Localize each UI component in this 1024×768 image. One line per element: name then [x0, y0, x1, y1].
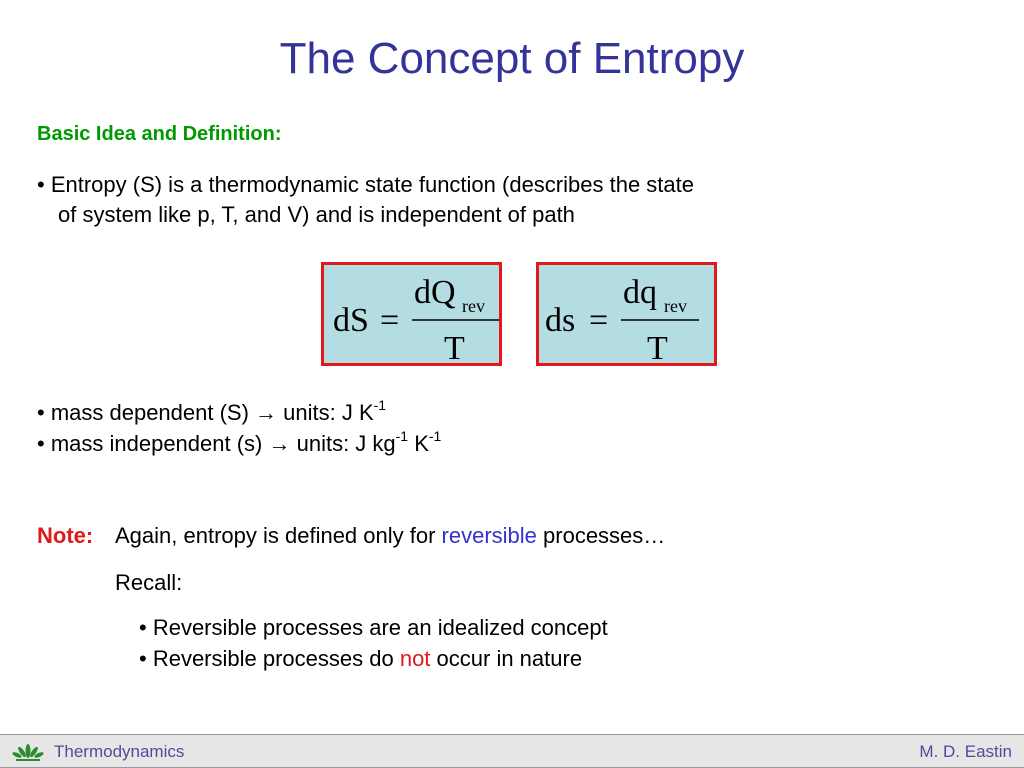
leaf-logo-icon — [12, 740, 44, 767]
equation-equals: = — [589, 302, 609, 339]
mass-independent-exponent-2: -1 — [428, 427, 442, 444]
mass-independent-text: • mass independent (s) → units: J kg — [37, 431, 396, 456]
mass-dependent-exponent: -1 — [373, 396, 387, 413]
footer-author: M. D. Eastin — [919, 742, 1012, 761]
recall-item-text: • Reversible processes are an idealized concept — [139, 615, 608, 640]
recall-label: Recall: — [115, 570, 183, 595]
equation-denominator: T — [444, 330, 465, 367]
equation-equals: = — [380, 302, 400, 339]
recall-item — [139, 644, 582, 674]
mass-independent-line — [37, 429, 441, 459]
equation-intensive — [539, 265, 720, 369]
mass-dependent-line — [37, 398, 386, 428]
mass-independent-unit: K — [408, 431, 429, 456]
equation-lhs: ds — [545, 302, 576, 339]
equation-subscript: rev — [462, 296, 485, 316]
mass-dependent-text: • mass dependent (S) → units: J K — [37, 400, 374, 425]
equation-numerator: dq — [623, 274, 657, 311]
equation-subscript: rev — [664, 296, 687, 316]
slide-title: The Concept of Entropy — [279, 34, 745, 83]
note-text — [115, 521, 665, 551]
note-label: Note: — [37, 523, 94, 548]
recall-item-highlight: not — [399, 646, 431, 671]
equation-extensive — [324, 265, 505, 369]
equation-box-intensive — [536, 262, 717, 366]
mass-independent-exponent-1: -1 — [395, 427, 409, 444]
note-text-after: processes… — [536, 523, 666, 548]
recall-item — [139, 613, 608, 643]
equation-lhs: dS — [333, 302, 369, 339]
note-highlight: reversible — [441, 523, 537, 548]
footer-bar — [0, 734, 1024, 768]
recall-item-text-before: • Reversible processes do — [139, 646, 400, 671]
footer-course-title: Thermodynamics — [54, 742, 185, 761]
intro-line-2: of system like p, T, and V) and is independent of path — [58, 202, 575, 227]
intro-line-1: • Entropy (S) is a thermodynamic state function (describes the state — [37, 172, 694, 197]
equation-numerator: dQ — [414, 274, 456, 311]
note-text-before: Again, entropy is defined only for — [115, 523, 442, 548]
equation-box-extensive — [321, 262, 502, 366]
section-heading: Basic Idea and Definition: — [37, 123, 282, 145]
equation-denominator: T — [647, 330, 668, 367]
recall-item-text-after: occur in nature — [430, 646, 583, 671]
